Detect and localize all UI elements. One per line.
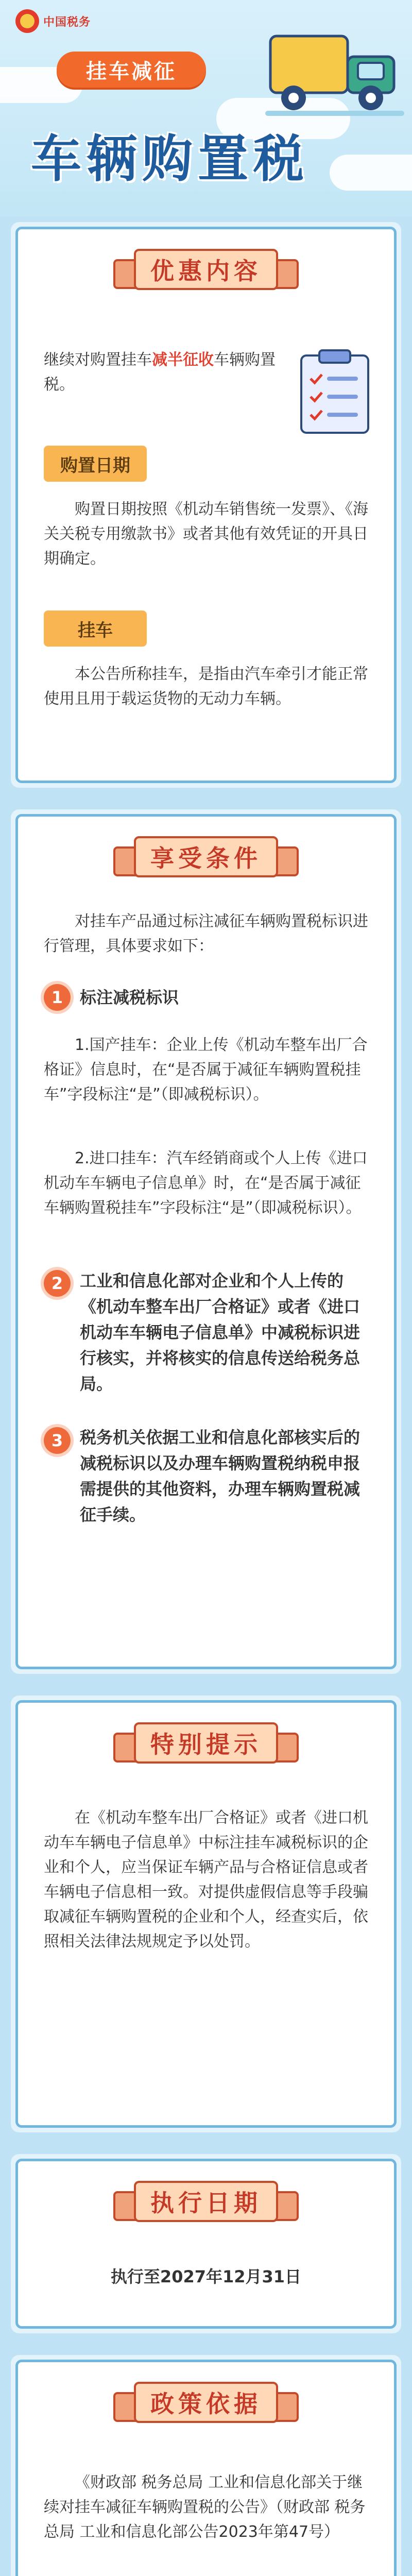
- ribbon-benefit: 优惠内容: [113, 245, 299, 294]
- tax-logo: [15, 9, 91, 33]
- logo-text: 中国税务: [43, 15, 91, 29]
- ribbon-effective-date: 执行日期: [113, 2177, 299, 2226]
- purchase-date-text: 购置日期按照《机动车销售统一发票》、《海关关税专用缴款书》或者其他有效凭证的开具日期确定。: [44, 500, 368, 568]
- step1-title: 标注减税标识: [80, 988, 179, 1007]
- conditions-intro: 对挂车产品通过标注减征车辆购置税标识进行管理，具体要求如下：: [44, 912, 368, 955]
- hero-banner: [0, 0, 412, 216]
- step2-text: 工业和信息化部对企业和个人上传的《机动车整车出厂合格证》或者《进口机动车车辆电子信息单》中减税标识进行核实，并将核实的信息传送给税务总局。: [80, 1271, 360, 1394]
- step1-domestic-text: 1.国产挂车：企业上传《机动车整车出厂合格证》信息时，在“是否属于减征车辆购置税挂车”字段标注“是”（即减税标识）。: [44, 1036, 368, 1104]
- trailer-text: 本公告所称挂车，是指由汽车牵引才能正常使用且用于载运货物的无动力车辆。: [44, 665, 368, 708]
- effective-date-text: 执行至2027年12月31日: [110, 2267, 302, 2286]
- ribbon-conditions: 享受条件: [113, 832, 299, 882]
- ribbon-policy-basis: 政策依据: [113, 2378, 299, 2427]
- notice-text: 在《机动车整车出厂合格证》或者《进口机动车车辆电子信息单》中标注挂车减税标识的企业和个人，应当保证车辆产品与合格证信息或者车辆电子信息相一致。对提供虚假信息等手段骗取减征车辆购置税的企业和个人，经查实后，依照相关法律法规规定予以处罚。: [44, 1809, 368, 1951]
- benefit-intro: 继续对购置挂车减半征收车辆购置税。: [44, 351, 276, 394]
- conditions-card: [15, 814, 397, 1669]
- truck-icon: [265, 21, 404, 124]
- cloud-decoration: [330, 155, 412, 191]
- step3-text: 税务机关依据工业和信息化部核实后的减税标识以及办理车辆购置税纳税申报需提供的其他资料，办理车辆购置税减征手续。: [80, 1428, 360, 1524]
- policy-basis-card: [15, 2360, 397, 2576]
- tag-trailer: 挂车: [44, 611, 147, 647]
- policy-basis-text: 《财政部 税务总局 工业和信息化部关于继续对挂车减征车辆购置税的公告》（财政部 税务总局 工业和信息化部公告2023年第47号）: [44, 2473, 366, 2541]
- tax-emblem-icon: [15, 9, 39, 33]
- step-number: 3: [44, 1427, 71, 1454]
- page-title: 车辆购置税: [31, 130, 310, 189]
- clipboard-icon: [296, 348, 373, 435]
- step1-imported-text: 2.进口挂车：汽车经销商或个人上传《进口机动车车辆电子信息单》时，在“是否属于减征车辆购置税挂车”字段标注“是”（即减税标识）。: [44, 1149, 368, 1217]
- notice-card: [15, 1700, 397, 2128]
- ribbon-notice: 特别提示: [113, 1718, 299, 1768]
- step-number: 2: [44, 1270, 71, 1297]
- effective-date-card: [15, 2159, 397, 2329]
- subtitle-banner: 挂车减征: [57, 52, 206, 88]
- tag-purchase-date: 购置日期: [44, 446, 147, 482]
- step-number: 1: [44, 984, 71, 1011]
- benefit-card: [15, 227, 397, 783]
